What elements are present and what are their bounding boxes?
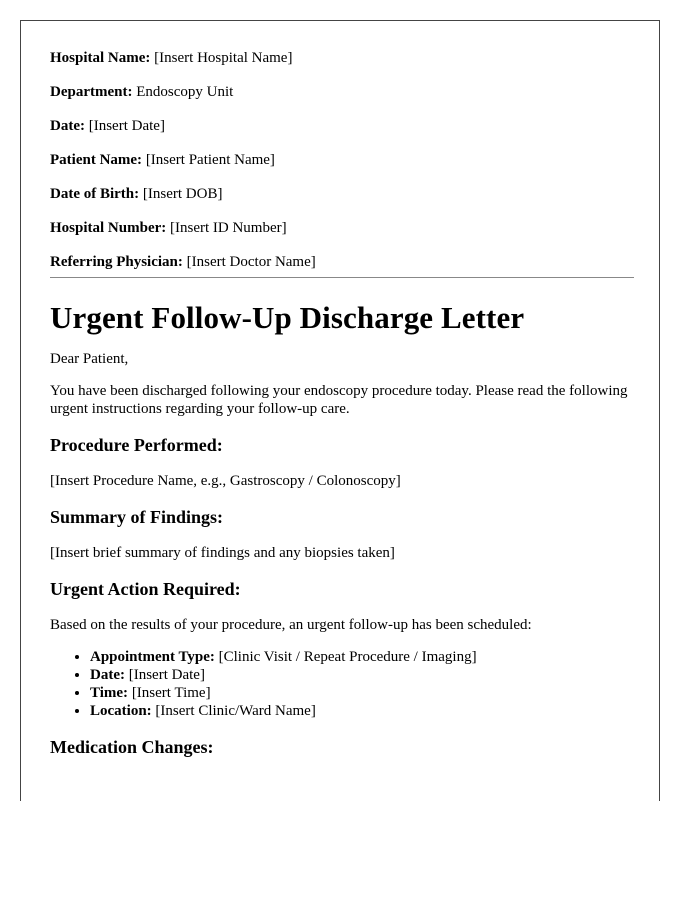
appointment-date-label: Date: (90, 667, 125, 683)
header-divider (50, 277, 634, 278)
action-text: Based on the results of your procedure, an urgent follow-up has been scheduled: (50, 617, 532, 633)
date-row (50, 117, 635, 135)
hospital-number-row (50, 219, 635, 237)
dob-row (50, 185, 635, 203)
header-details (50, 49, 635, 271)
appointment-type-label: Appointment Type: (90, 649, 215, 665)
hospital-name-row (50, 49, 635, 67)
appointment-location-value: [Insert Clinic/Ward Name] (155, 703, 316, 719)
date-value: [Insert Date] (88, 118, 165, 134)
department-label: Department: (50, 84, 133, 100)
salutation: Dear Patient, (50, 351, 129, 367)
appointment-type-value: [Clinic Visit / Repeat Procedure / Imaging] (218, 649, 477, 665)
procedure-heading: Procedure Performed: (50, 435, 223, 455)
list-item (90, 702, 635, 720)
letter-title: Urgent Follow-Up Discharge Letter (50, 300, 525, 335)
date-label: Date: (50, 118, 85, 134)
patient-name-value: [Insert Patient Name] (145, 152, 275, 168)
action-heading: Urgent Action Required: (50, 579, 241, 599)
appointment-time-label: Time: (90, 685, 129, 701)
hospital-number-value: [Insert ID Number] (170, 220, 287, 236)
intro-paragraph: You have been discharged following your endoscopy procedure today. Please read the following urgent instructions regarding your follow-up care. (50, 383, 628, 417)
hospital-name-value: [Insert Hospital Name] (154, 50, 293, 66)
procedure-text: [Insert Procedure Name, e.g., Gastroscopy / Colonoscopy] (50, 473, 401, 489)
referring-physician-value: [Insert Doctor Name] (186, 254, 316, 270)
department-value: Endoscopy Unit (136, 84, 234, 100)
hospital-name-label: Hospital Name: (50, 50, 151, 66)
findings-text: [Insert brief summary of findings and any biopsies taken] (50, 545, 395, 561)
letter-page (20, 20, 660, 801)
medication-heading: Medication Changes: (50, 737, 214, 757)
list-item (90, 684, 635, 702)
appointment-date-value: [Insert Date] (128, 667, 205, 683)
letter-content (50, 49, 635, 758)
list-item (90, 666, 635, 684)
referring-physician-label: Referring Physician: (50, 254, 183, 270)
hospital-number-label: Hospital Number: (50, 220, 167, 236)
dob-label: Date of Birth: (50, 186, 140, 202)
appointment-time-value: [Insert Time] (131, 685, 211, 701)
patient-name-label: Patient Name: (50, 152, 143, 168)
department-row (50, 83, 635, 101)
appointment-location-label: Location: (90, 703, 152, 719)
appointment-list (50, 648, 635, 720)
list-item (90, 648, 635, 666)
dob-value: [Insert DOB] (142, 186, 223, 202)
patient-name-row (50, 151, 635, 169)
referring-physician-row (50, 253, 635, 271)
findings-heading: Summary of Findings: (50, 507, 224, 527)
